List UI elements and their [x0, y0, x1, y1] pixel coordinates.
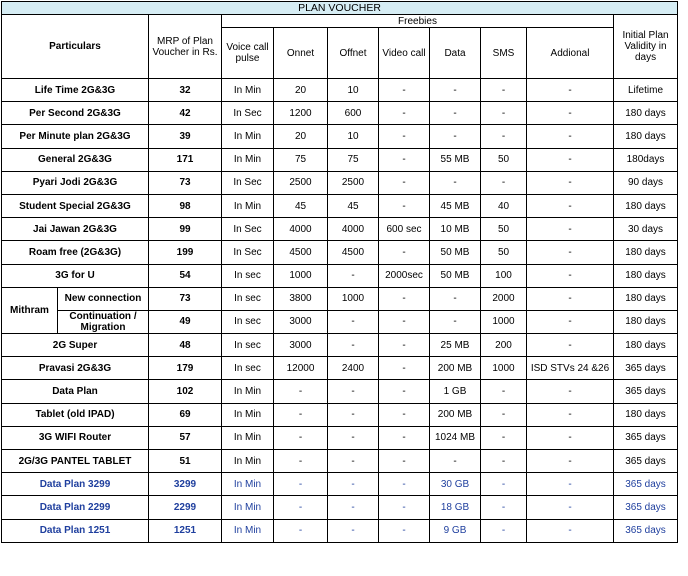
onnet-cell: 20: [274, 79, 328, 102]
offnet-cell: 10: [328, 125, 379, 148]
onnet-cell: 3000: [274, 310, 328, 333]
plan-name-cell: Roam free (2G&3G): [2, 241, 149, 264]
additional-cell: -: [527, 450, 614, 473]
header-onnet: Onnet: [274, 28, 328, 79]
offnet-cell: 45: [328, 194, 379, 217]
validity-cell: 180 days: [614, 287, 678, 310]
table-row: [2, 125, 678, 148]
header-validity: Initial Plan Validity in days: [614, 15, 678, 79]
data-cell: 200 MB: [430, 357, 481, 380]
video-call-cell: -: [379, 241, 430, 264]
mrp-cell: 51: [149, 450, 222, 473]
additional-cell: -: [527, 171, 614, 194]
sms-cell: -: [481, 125, 527, 148]
pulse-cell: In sec: [222, 357, 274, 380]
video-call-cell: 2000sec: [379, 264, 430, 287]
pulse-cell: In sec: [222, 334, 274, 357]
additional-cell: -: [527, 287, 614, 310]
additional-cell: -: [527, 218, 614, 241]
sms-cell: 50: [481, 218, 527, 241]
table-row: [2, 334, 678, 357]
onnet-cell: 75: [274, 148, 328, 171]
onnet-cell: -: [274, 403, 328, 426]
plan-name-cell: 2G/3G PANTEL TABLET: [2, 450, 149, 473]
pulse-cell: In Min: [222, 496, 274, 519]
onnet-cell: 20: [274, 125, 328, 148]
table-row: [2, 380, 678, 403]
additional-cell: -: [527, 380, 614, 403]
video-call-cell: -: [379, 496, 430, 519]
video-call-cell: -: [379, 287, 430, 310]
offnet-cell: -: [328, 264, 379, 287]
mrp-cell: 1251: [149, 519, 222, 542]
additional-cell: -: [527, 310, 614, 333]
plan-name-cell: Per Minute plan 2G&3G: [2, 125, 149, 148]
onnet-cell: -: [274, 380, 328, 403]
data-cell: -: [430, 79, 481, 102]
video-call-cell: -: [379, 310, 430, 333]
validity-cell: 365 days: [614, 450, 678, 473]
sms-cell: -: [481, 496, 527, 519]
table-row: [2, 310, 678, 333]
data-cell: -: [430, 310, 481, 333]
plan-name-cell: Pravasi 2G&3G: [2, 357, 149, 380]
offnet-cell: 10: [328, 79, 379, 102]
additional-cell: -: [527, 148, 614, 171]
plan-name-cell: Student Special 2G&3G: [2, 194, 149, 217]
additional-cell: -: [527, 194, 614, 217]
plan-name-cell: Data Plan 2299: [2, 496, 149, 519]
sms-cell: 200: [481, 334, 527, 357]
data-cell: 18 GB: [430, 496, 481, 519]
mrp-cell: 179: [149, 357, 222, 380]
plan-name-cell: 2G Super: [2, 334, 149, 357]
validity-cell: 365 days: [614, 519, 678, 542]
video-call-cell: -: [379, 450, 430, 473]
sms-cell: -: [481, 102, 527, 125]
data-cell: -: [430, 125, 481, 148]
mrp-cell: 54: [149, 264, 222, 287]
onnet-cell: -: [274, 496, 328, 519]
table-row: [2, 148, 678, 171]
pulse-cell: In sec: [222, 287, 274, 310]
table-row: [2, 171, 678, 194]
plan-name-cell: 3G WIFI Router: [2, 426, 149, 449]
header-additional: Addional: [527, 28, 614, 79]
header-mrp: MRP of Plan Voucher in Rs.: [149, 15, 222, 79]
onnet-cell: 45: [274, 194, 328, 217]
table-row: [2, 519, 678, 542]
video-call-cell: -: [379, 79, 430, 102]
offnet-cell: -: [328, 334, 379, 357]
header-particulars: Particulars: [2, 15, 149, 79]
pulse-cell: In Sec: [222, 102, 274, 125]
onnet-cell: 3800: [274, 287, 328, 310]
validity-cell: 180 days: [614, 241, 678, 264]
offnet-cell: -: [328, 310, 379, 333]
data-cell: 50 MB: [430, 241, 481, 264]
mrp-cell: 73: [149, 171, 222, 194]
table-row: [2, 357, 678, 380]
validity-cell: 365 days: [614, 380, 678, 403]
video-call-cell: -: [379, 148, 430, 171]
validity-cell: 180 days: [614, 194, 678, 217]
onnet-cell: -: [274, 450, 328, 473]
mrp-cell: 73: [149, 287, 222, 310]
mrp-cell: 2299: [149, 496, 222, 519]
video-call-cell: -: [379, 125, 430, 148]
sms-cell: -: [481, 171, 527, 194]
table-row: [2, 450, 678, 473]
offnet-cell: -: [328, 473, 379, 496]
validity-cell: 365 days: [614, 357, 678, 380]
additional-cell: -: [527, 473, 614, 496]
mrp-cell: 102: [149, 380, 222, 403]
validity-cell: 180 days: [614, 125, 678, 148]
validity-cell: 180 days: [614, 264, 678, 287]
header-offnet: Offnet: [328, 28, 379, 79]
sms-cell: 2000: [481, 287, 527, 310]
pulse-cell: In Min: [222, 380, 274, 403]
video-call-cell: -: [379, 334, 430, 357]
onnet-cell: 4000: [274, 218, 328, 241]
offnet-cell: 4000: [328, 218, 379, 241]
validity-cell: 90 days: [614, 171, 678, 194]
pulse-cell: In Sec: [222, 218, 274, 241]
video-call-cell: -: [379, 473, 430, 496]
table-row: [2, 287, 678, 310]
table-row: [2, 79, 678, 102]
plan-name-cell: Data Plan 3299: [2, 473, 149, 496]
onnet-cell: -: [274, 426, 328, 449]
sms-cell: 1000: [481, 357, 527, 380]
offnet-cell: -: [328, 403, 379, 426]
table-row: [2, 426, 678, 449]
data-cell: -: [430, 171, 481, 194]
offnet-cell: -: [328, 450, 379, 473]
table-row: [2, 496, 678, 519]
mrp-cell: 48: [149, 334, 222, 357]
plan-name-cell: General 2G&3G: [2, 148, 149, 171]
table-row: [2, 473, 678, 496]
header-voice-pulse: Voice call pulse: [222, 28, 274, 79]
video-call-cell: -: [379, 102, 430, 125]
pulse-cell: In Min: [222, 79, 274, 102]
additional-cell: ISD STVs 24 &26: [527, 357, 614, 380]
onnet-cell: 12000: [274, 357, 328, 380]
table-row: [2, 264, 678, 287]
data-cell: 1024 MB: [430, 426, 481, 449]
sms-cell: -: [481, 519, 527, 542]
pulse-cell: In Min: [222, 450, 274, 473]
table-row: [2, 194, 678, 217]
additional-cell: -: [527, 403, 614, 426]
validity-cell: 180 days: [614, 102, 678, 125]
plan-name-cell: Data Plan: [2, 380, 149, 403]
plan-name-cell: New connection: [58, 287, 149, 310]
mrp-cell: 199: [149, 241, 222, 264]
mrp-cell: 171: [149, 148, 222, 171]
onnet-cell: 2500: [274, 171, 328, 194]
additional-cell: -: [527, 519, 614, 542]
validity-cell: 365 days: [614, 496, 678, 519]
video-call-cell: -: [379, 171, 430, 194]
video-call-cell: -: [379, 194, 430, 217]
mithram-label: Mithram: [2, 287, 58, 333]
offnet-cell: 2500: [328, 171, 379, 194]
offnet-cell: -: [328, 519, 379, 542]
validity-cell: 30 days: [614, 218, 678, 241]
video-call-cell: -: [379, 403, 430, 426]
validity-cell: 180 days: [614, 310, 678, 333]
additional-cell: -: [527, 125, 614, 148]
table-row: [2, 218, 678, 241]
plan-name-cell: 3G for U: [2, 264, 149, 287]
plan-voucher-table: [1, 1, 678, 543]
additional-cell: -: [527, 264, 614, 287]
data-cell: 10 MB: [430, 218, 481, 241]
data-cell: -: [430, 102, 481, 125]
additional-cell: -: [527, 496, 614, 519]
sms-cell: -: [481, 426, 527, 449]
plan-name-cell: Per Second 2G&3G: [2, 102, 149, 125]
onnet-cell: 3000: [274, 334, 328, 357]
mrp-cell: 69: [149, 403, 222, 426]
validity-cell: 365 days: [614, 473, 678, 496]
pulse-cell: In Min: [222, 125, 274, 148]
data-cell: 1 GB: [430, 380, 481, 403]
onnet-cell: 4500: [274, 241, 328, 264]
pulse-cell: In sec: [222, 264, 274, 287]
pulse-cell: In Min: [222, 519, 274, 542]
validity-cell: 365 days: [614, 426, 678, 449]
video-call-cell: -: [379, 380, 430, 403]
sms-cell: -: [481, 403, 527, 426]
pulse-cell: In sec: [222, 310, 274, 333]
mrp-cell: 49: [149, 310, 222, 333]
table-row: [2, 102, 678, 125]
plan-name-cell: Life Time 2G&3G: [2, 79, 149, 102]
data-cell: 25 MB: [430, 334, 481, 357]
pulse-cell: In Min: [222, 473, 274, 496]
mrp-cell: 99: [149, 218, 222, 241]
plan-name-cell: Continuation / Migration: [58, 310, 149, 333]
data-cell: 55 MB: [430, 148, 481, 171]
video-call-cell: -: [379, 519, 430, 542]
sms-cell: -: [481, 380, 527, 403]
offnet-cell: 600: [328, 102, 379, 125]
offnet-cell: -: [328, 380, 379, 403]
sms-cell: 50: [481, 148, 527, 171]
mrp-cell: 57: [149, 426, 222, 449]
additional-cell: -: [527, 426, 614, 449]
mrp-cell: 39: [149, 125, 222, 148]
offnet-cell: 1000: [328, 287, 379, 310]
sms-cell: 1000: [481, 310, 527, 333]
plan-name-cell: Data Plan 1251: [2, 519, 149, 542]
header-video-call: Video call: [379, 28, 430, 79]
pulse-cell: In Min: [222, 194, 274, 217]
onnet-cell: 1200: [274, 102, 328, 125]
offnet-cell: -: [328, 496, 379, 519]
video-call-cell: 600 sec: [379, 218, 430, 241]
additional-cell: -: [527, 241, 614, 264]
sms-cell: 40: [481, 194, 527, 217]
plan-name-cell: Pyari Jodi 2G&3G: [2, 171, 149, 194]
table-title: PLAN VOUCHER: [2, 2, 678, 15]
header-sms: SMS: [481, 28, 527, 79]
mrp-cell: 3299: [149, 473, 222, 496]
pulse-cell: In Sec: [222, 171, 274, 194]
mrp-cell: 42: [149, 102, 222, 125]
data-cell: 200 MB: [430, 403, 481, 426]
plan-name-cell: Jai Jawan 2G&3G: [2, 218, 149, 241]
data-cell: 9 GB: [430, 519, 481, 542]
offnet-cell: 4500: [328, 241, 379, 264]
mrp-cell: 98: [149, 194, 222, 217]
pulse-cell: In Sec: [222, 241, 274, 264]
sms-cell: 50: [481, 241, 527, 264]
additional-cell: -: [527, 334, 614, 357]
pulse-cell: In Min: [222, 148, 274, 171]
plan-voucher-table-wrapper: [1, 1, 678, 543]
video-call-cell: -: [379, 426, 430, 449]
table-row: [2, 241, 678, 264]
onnet-cell: -: [274, 473, 328, 496]
data-cell: 50 MB: [430, 264, 481, 287]
validity-cell: Lifetime: [614, 79, 678, 102]
data-cell: 45 MB: [430, 194, 481, 217]
data-cell: -: [430, 287, 481, 310]
header-freebies: Freebies: [222, 15, 614, 28]
sms-cell: -: [481, 473, 527, 496]
data-cell: 30 GB: [430, 473, 481, 496]
additional-cell: -: [527, 79, 614, 102]
pulse-cell: In Min: [222, 426, 274, 449]
offnet-cell: -: [328, 426, 379, 449]
sms-cell: -: [481, 79, 527, 102]
validity-cell: 180 days: [614, 403, 678, 426]
mrp-cell: 32: [149, 79, 222, 102]
sms-cell: -: [481, 450, 527, 473]
video-call-cell: -: [379, 357, 430, 380]
header-data: Data: [430, 28, 481, 79]
offnet-cell: 75: [328, 148, 379, 171]
plan-name-cell: Tablet (old IPAD): [2, 403, 149, 426]
additional-cell: -: [527, 102, 614, 125]
onnet-cell: -: [274, 519, 328, 542]
table-row: [2, 403, 678, 426]
offnet-cell: 2400: [328, 357, 379, 380]
sms-cell: 100: [481, 264, 527, 287]
validity-cell: 180 days: [614, 334, 678, 357]
pulse-cell: In Min: [222, 403, 274, 426]
validity-cell: 180days: [614, 148, 678, 171]
onnet-cell: 1000: [274, 264, 328, 287]
data-cell: -: [430, 450, 481, 473]
